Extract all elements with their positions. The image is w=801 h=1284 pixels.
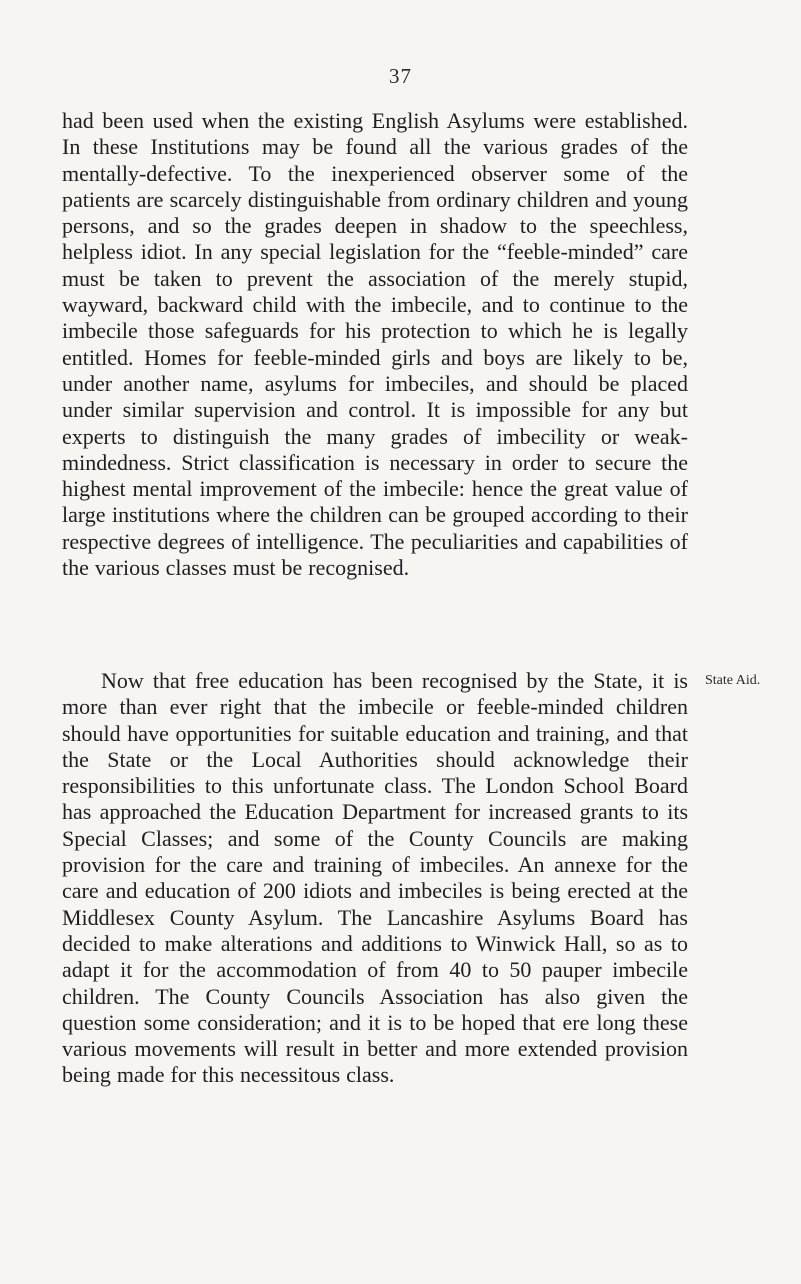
paragraph-2: Now that free education has been recognised by the State, it is more than ever right that the imbecile or feeble-minded children should have opportunities for suitable education and training, and that the State or the Local Authorities should acknowledge their responsibilities to this unfortunate class. The London School Board has approached the Education Department for increased grants to its Special Classes; and some of the County Councils are making provision for the care and training of imbeciles. An annexe for the care and education of 200 idiots and imbeciles is being erected at the Middlesex County Asylum. The Lancashire Asylums Board has decided to make alterations and additions to Winwick Hall, so as to adapt it for the accommodation of from 40 to 50 pauper imbecile children. The County Councils Association has also given the question some consideration; and it is to be hoped that ere long these various movements will result in better and more extended provision being made for this necessitous class. (62, 668, 688, 1088)
paragraph-1: had been used when the existing English Asylums were established. In these Institutions may be found all the various grades of the mentally-defective. To the inexperienced observer some of the patients are scarcely distinguishable from ordinary children and young persons, and so the grades deepen in shadow to the speechless, helpless idiot. In any special legislation for the “feeble-minded” care must be taken to prevent the association of the merely stupid, wayward, backward child with the imbecile, and to continue to the imbecile those safeguards for his protection to which he is legally entitled. Homes for feeble-minded girls and boys are likely to be, under another name, asylums for imbeciles, and should be placed under similar supervision and control. It is impossible for any but experts to distinguish the many grades of imbecility or weak-mindedness. Strict classification is necessary in order to secure the highest mental improvement of the imbecile: hence the great value of large institutions where the children can be grouped according to their respective degrees of intelligence. The peculiarities and capabilities of the various classes must be recognised. (62, 108, 688, 581)
page-number: 37 (389, 64, 412, 88)
margin-note: State Aid. (705, 673, 761, 688)
